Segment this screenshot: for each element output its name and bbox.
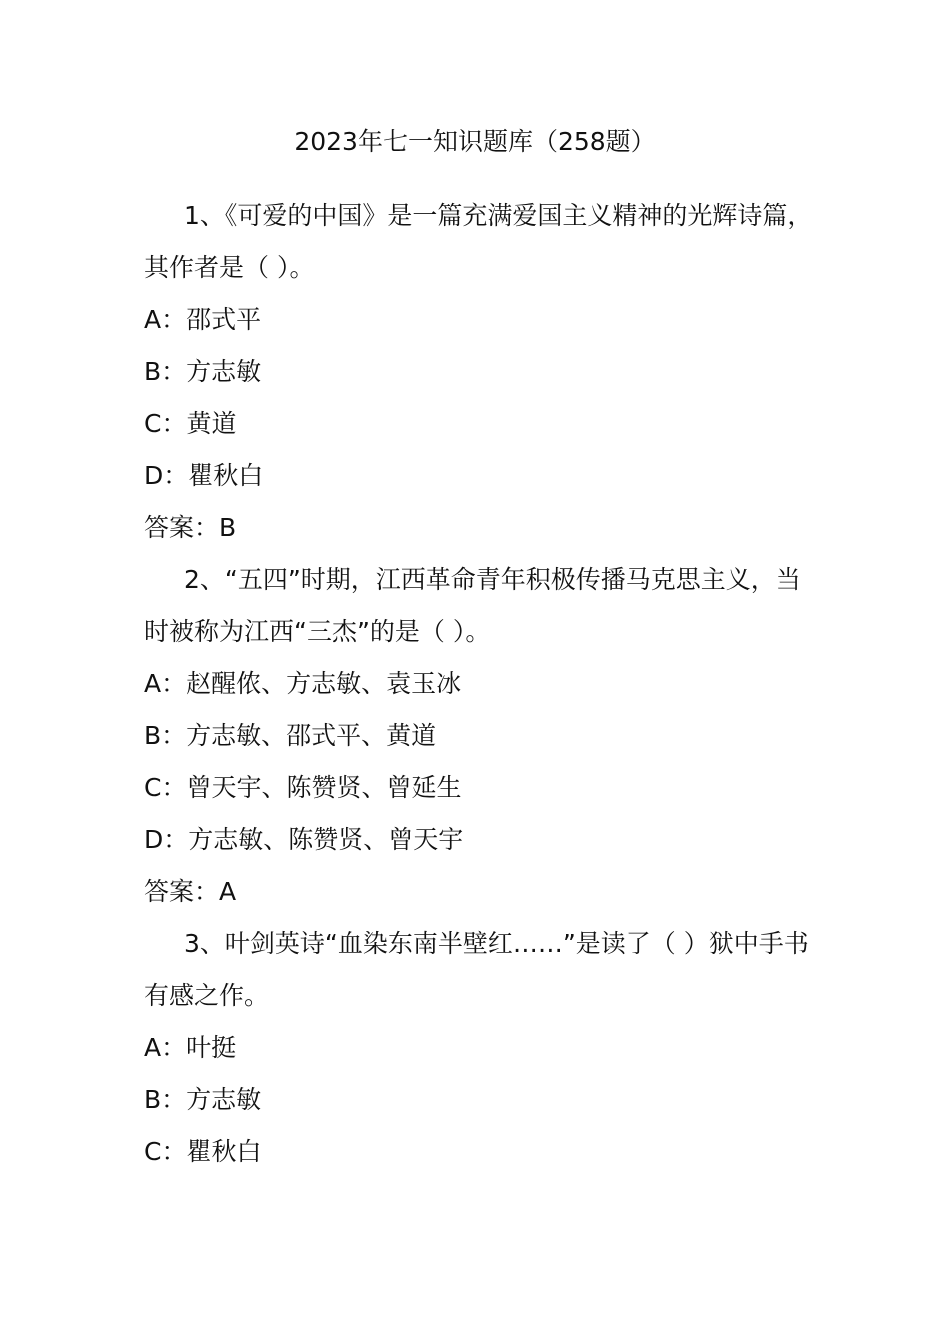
question-stem: 2、“五四”时期，江西革命青年积极传播马克思主义，当时被称为江西“三杰”的是（ ）。	[144, 565, 801, 646]
document-title: 2023年七一知识题库（258题）	[294, 127, 656, 156]
question-2	[144, 554, 814, 918]
option-c: C：曾天宇、陈赞贤、曾延生	[144, 773, 462, 802]
option-b: B：方志敏	[144, 1085, 262, 1114]
option-d: D：瞿秋白	[144, 461, 264, 490]
option-a: A：叶挺	[144, 1033, 237, 1062]
question-1	[144, 190, 814, 554]
answer: 答案：B	[144, 513, 237, 542]
question-list	[144, 190, 814, 1178]
option-a: A：赵醒侬、方志敏、袁玉冰	[144, 669, 462, 698]
option-a: A：邵式平	[144, 305, 262, 334]
option-c: C：黄道	[144, 409, 237, 438]
question-stem: 3、叶剑英诗“血染东南半壁红……”是读了（ ）狱中手书有感之作。	[144, 929, 809, 1010]
question-stem: 1、《可爱的中国》是一篇充满爱国主义精神的光辉诗篇，其作者是（ ）。	[144, 201, 813, 282]
option-d: D：方志敏、陈赞贤、曾天宇	[144, 825, 464, 854]
option-b: B：方志敏	[144, 357, 262, 386]
option-b: B：方志敏、邵式平、黄道	[144, 721, 437, 750]
question-3	[144, 918, 814, 1178]
option-c: C：瞿秋白	[144, 1137, 262, 1166]
answer: 答案：A	[144, 877, 237, 906]
